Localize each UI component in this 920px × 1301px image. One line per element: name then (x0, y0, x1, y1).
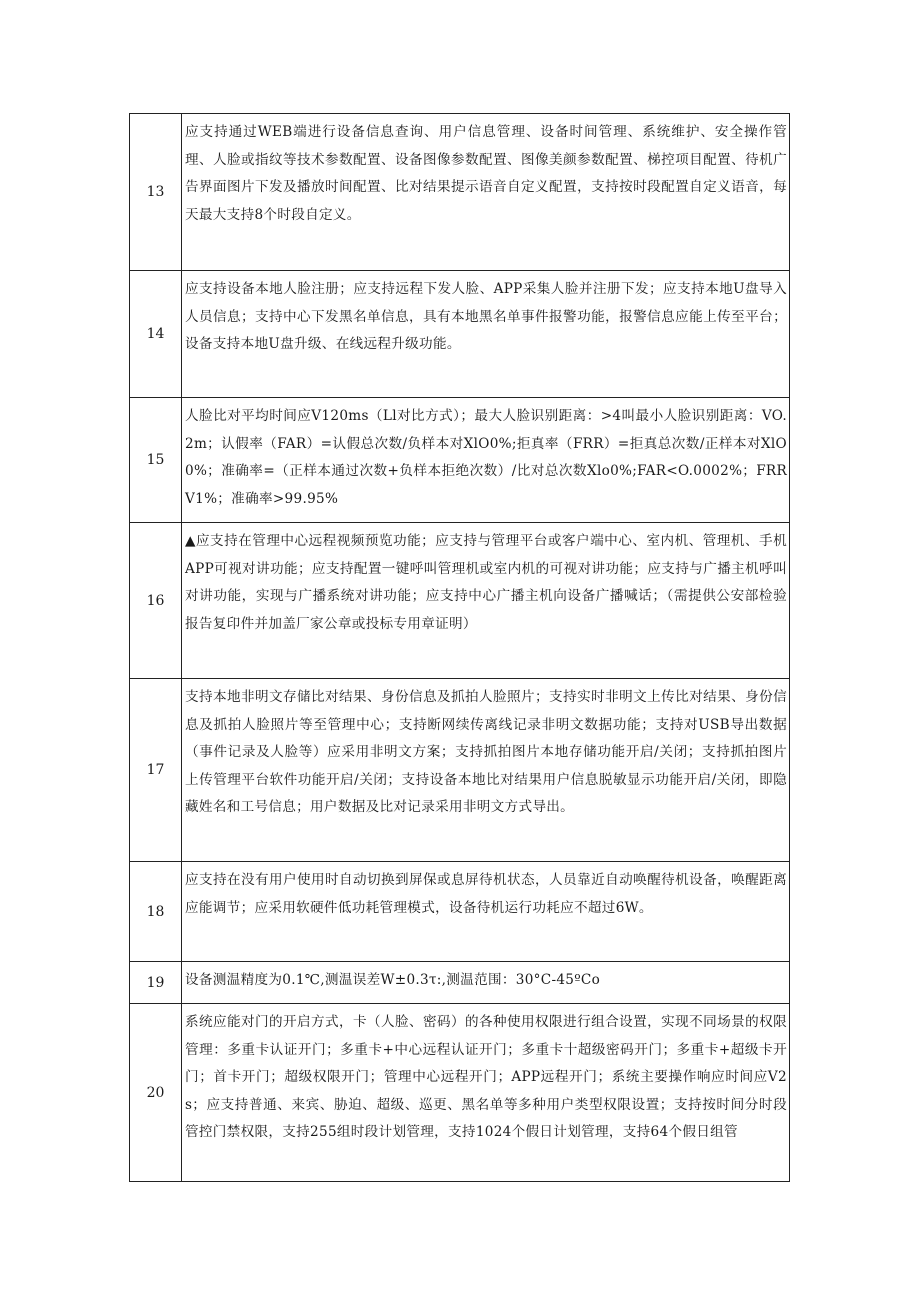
row-description: 应支持通过WEB端进行设备信息查询、用户信息管理、设备时间管理、系统维护、安全操作管理、人脸或指纹等技术参数配置、设备图像参数配置、图像美颜参数配置、梯控项目配置、待机广告界面图片下发及播放时间配置、比对结果提示语音自定义配置，支持按时段配置自定义语音，每天最大支持8个时段自定义。 (185, 124, 787, 223)
row-number-cell (130, 1004, 182, 1182)
row-description: 人脸比对平均时间应V120ms（Ll对比方式）；最大人脸识别距离：>4叫最小人脸识别距离：VO.2m；认假率（FAR）=认假总次数/负样本对XlO0%;拒真率（FRR）=拒真总次数/正样本对XlO0%；准确率=（正样本通过次数+负样本拒绝次数）/比对总次数Xlo0%;FAR<O.0002%；FRRV1%；准确率>99.95% (185, 408, 787, 507)
row-description: 支持本地非明文存储比对结果、身份信息及抓拍人脸照片；支持实时非明文上传比对结果、身份信息及抓拍人脸照片等至管理中心；支持断网续传离线记录非明文数据功能；支持对USB导出数据（事件记录及人脸等）应采用非明文方案；支持抓拍图片本地存储功能开启/关闭；支持抓拍图片上传管理平台软件功能开启/关闭；支持设备本地比对结果用户信息脱敏显示功能开启/关闭，即隐藏姓名和工号信息；用户数据及比对记录采用非明文方式导出。 (185, 689, 787, 815)
row-number: 13 (146, 184, 165, 200)
row-number: 15 (146, 452, 165, 468)
row-description-cell (182, 523, 790, 679)
row-description: 应支持设备本地人脸注册；应支持远程下发人脸、APP采集人脸并注册下发；应支持本地U盘导入人员信息；支持中心下发黑名单信息，具有本地黑名单事件报警功能，报警信息应能上传至平台；设备支持本地U盘升级、在线远程升级功能。 (185, 281, 787, 352)
row-number: 19 (146, 974, 165, 991)
row-number: 20 (146, 1084, 165, 1101)
row-number: 16 (146, 592, 165, 609)
row-description: 设备测温精度为0.1℃,测温误差W±0.3τ:,测温范围：30°C-45ºCo (185, 972, 601, 988)
row-number-cell (130, 679, 182, 862)
table-row (130, 114, 790, 271)
row-description-cell (182, 962, 790, 1004)
table-row (130, 271, 790, 398)
row-number-cell (130, 398, 182, 523)
row-description: 系统应能对门的开启方式，卡（人脸、密码）的各种使用权限进行组合设置，实现不同场景的权限管理：多重卡认证开门；多重卡+中心远程认证开门；多重卡十超级密码开门；多重卡+超级卡开门；首卡开门；超级权限开门；管理中心远程开门；APP远程开门；系统主要操作响应时间应V2s；应支持普通、来宾、胁迫、超级、巡更、黑名单等多种用户类型权限设置；支持按时间分时段管控门禁权限，支持255组时段计划管理，支持1024个假日计划管理，支持64个假日组管 (185, 1014, 787, 1140)
row-description: 应支持在没有用户使用时自动切换到屏保或息屏待机状态，人员靠近自动唤醒待机设备，唤醒距离应能调节；应采用软硬件低功耗管理模式，设备待机运行功耗应不超过6W。 (185, 872, 787, 916)
row-description: ▲应支持在管理中心远程视频预览功能；应支持与管理平台或客户端中心、室内机、管理机、手机APP可视对讲功能；应支持配置一键呼叫管理机或室内机的可视对讲功能；应支持与广播主机呼叫对讲功能，实现与广播系统对讲功能；应支持中心广播主机向设备广播喊话；（需提供公安部检验报告复印件并加盖厂家公章或投标专用章证明） (185, 533, 787, 632)
row-number-cell (130, 962, 182, 1004)
table-row (130, 862, 790, 962)
row-number-cell (130, 114, 182, 271)
table-row (130, 679, 790, 862)
row-description-cell (182, 679, 790, 862)
table-row (130, 1004, 790, 1182)
row-number-cell (130, 862, 182, 962)
table-row (130, 962, 790, 1004)
row-description-cell (182, 398, 790, 523)
row-description-cell (182, 862, 790, 962)
spec-table (129, 113, 790, 1182)
table-row (130, 398, 790, 523)
row-number: 14 (146, 326, 165, 342)
row-number: 17 (146, 762, 165, 778)
table-row (130, 523, 790, 679)
row-description-cell (182, 114, 790, 271)
row-number-cell (130, 271, 182, 398)
row-description-cell (182, 1004, 790, 1182)
row-description-cell (182, 271, 790, 398)
row-number-cell (130, 523, 182, 679)
row-number: 18 (146, 903, 165, 920)
